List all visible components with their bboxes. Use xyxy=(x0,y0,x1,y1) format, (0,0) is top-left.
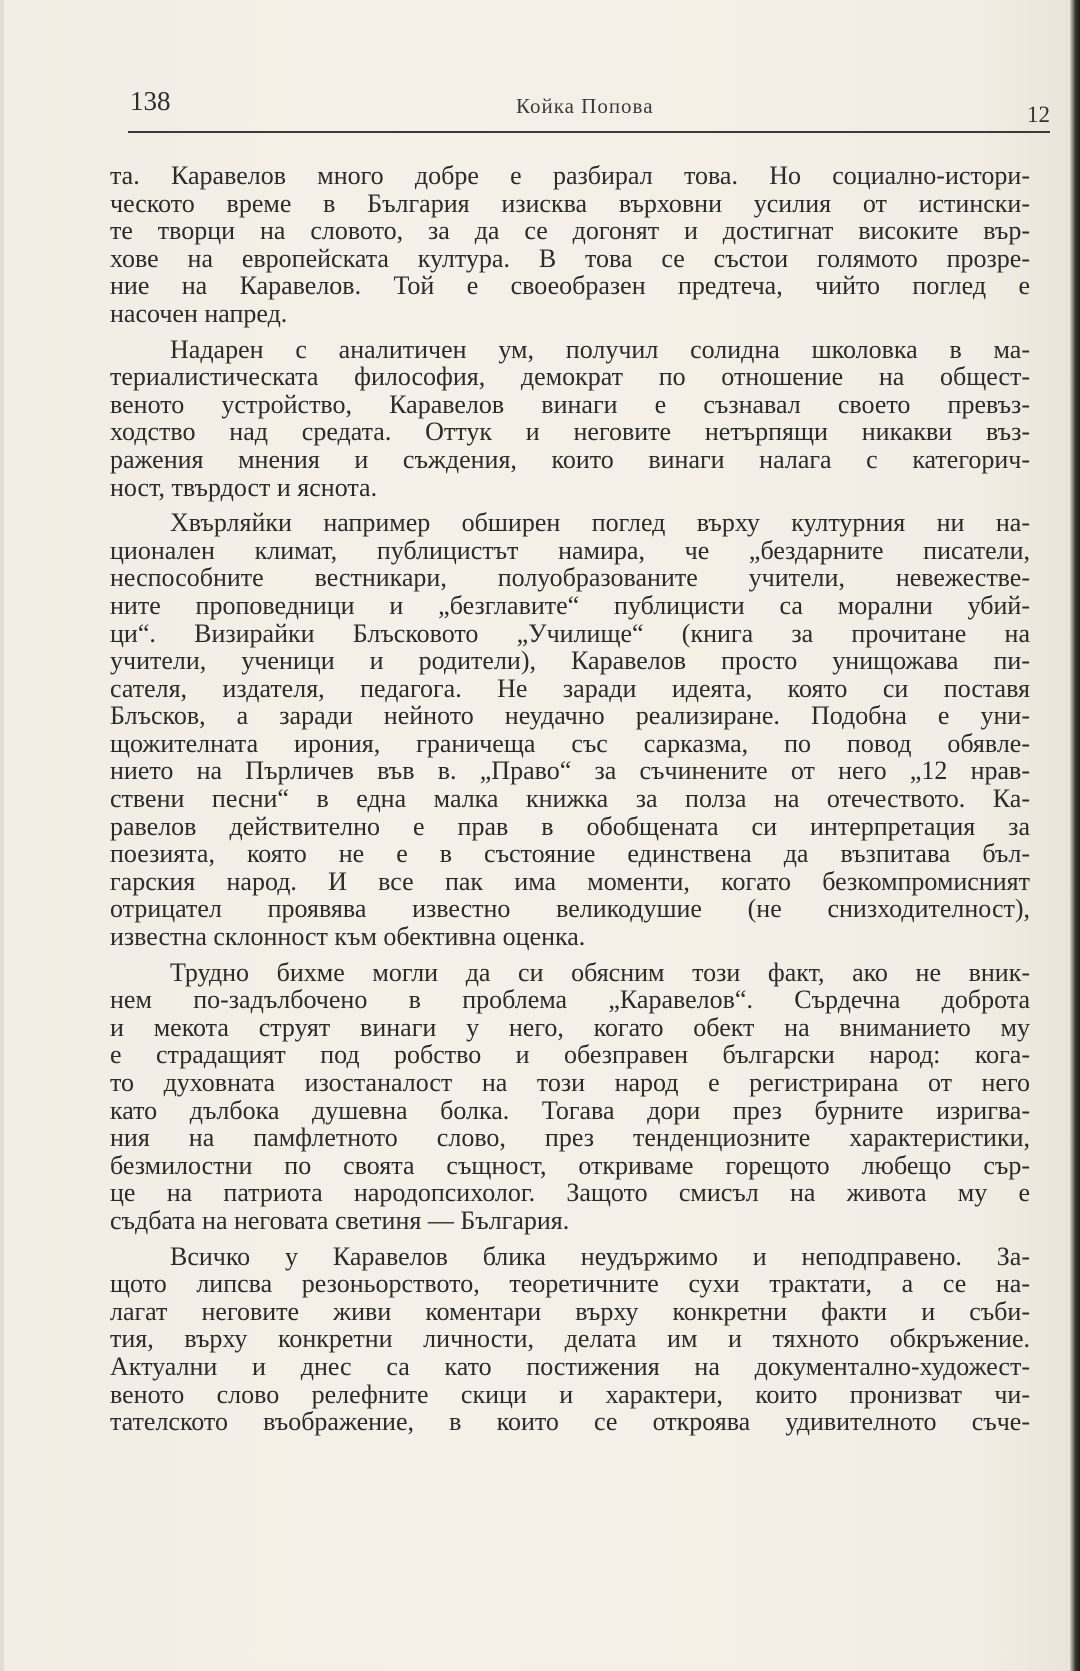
text-line: ческото време в България изисква върховни усилия от истински- xyxy=(110,188,1030,218)
book-spine-shadow xyxy=(1070,0,1080,1671)
text-line: щото липсва резоньорството, теоретичните сухи трактати, а се на- xyxy=(110,1269,1030,1299)
text-line: тия, върху конкретни личности, делата им и тяхното обкръжение. xyxy=(110,1324,1030,1354)
body-text xyxy=(110,162,1030,1444)
text-line: Всичко у Каравелов блика неудържимо и неподправено. За- xyxy=(170,1241,1030,1271)
page-header xyxy=(130,86,1050,126)
text-line: лагат неговите живи коментари върху конкретни факти и съби- xyxy=(110,1296,1030,1326)
header-right-mark: 12 xyxy=(1027,102,1050,127)
text-line: сателя, издателя, педагога. Не заради идеята, която си поставя xyxy=(110,673,1030,703)
page-number: 138 xyxy=(130,86,171,116)
text-line: учители, ученици и родители), Каравелов просто унищожава пи- xyxy=(110,646,1030,676)
text-line: е страдащият под робство и обезправен български народ: кога- xyxy=(110,1040,1030,1070)
text-line: ражения мнения и съждения, които винаги налага с категорич- xyxy=(110,444,1030,474)
text-line: Актуални и днес са като постижения на документално-художест- xyxy=(110,1351,1030,1381)
text-line: гарския народ. И все пак има моменти, когато безкомпромисният xyxy=(110,866,1030,896)
text-line: хове на европейската култура. В това се състои голямото прозре- xyxy=(110,243,1030,273)
paragraph xyxy=(110,336,1030,502)
text-line: Хвърляйки например обширен поглед върху културния ни на- xyxy=(170,508,1030,538)
text-line: неспособните вестникари, полуобразованите учители, невежестве- xyxy=(110,563,1030,593)
text-line: ционален климат, публицистът намира, че „бездарните писатели, xyxy=(110,535,1030,565)
text-line: Блъсков, а заради нейното неудачно реализиране. Подобна е уни- xyxy=(110,701,1030,731)
text-line: то духовната изостаналост на този народ е регистрирана от него xyxy=(110,1068,1030,1097)
page-left-edge xyxy=(0,0,4,1671)
text-line: териалистическата философия, демократ по отношение на общест- xyxy=(110,362,1030,392)
text-line: отрицател проявява известно великодушие (не снизходителност), xyxy=(110,894,1030,924)
text-line: веното устройство, Каравелов винаги е съзнавал своето превъз- xyxy=(110,389,1030,419)
text-line: нието на Пърличев във в. „Право“ за съчинените от него „12 нрав- xyxy=(110,756,1030,786)
text-line: ходство над средата. Оттук и неговите нетърпящи никакви въз- xyxy=(110,417,1030,447)
paragraph xyxy=(110,1243,1030,1436)
text-line: ние на Каравелов. Той е своеобразен предтеча, чийто поглед е xyxy=(110,271,1030,301)
text-line: щожителната ирония, граничеща със сарказма, по повод обявле- xyxy=(110,728,1030,758)
text-line: та. Каравелов много добре е разбирал това. Но социално-истори- xyxy=(110,161,1030,190)
text-line: ните проповедници и „безглавите“ публицисти са морални убий- xyxy=(110,590,1030,620)
text-line: тателското въображение, в които се откроява удивителното съче- xyxy=(110,1407,1030,1437)
text-line: ствени песни“ в една малка книжка за полза на отечеството. Ка- xyxy=(110,784,1030,814)
running-title: Койка Попова xyxy=(516,94,654,118)
text-line: безмилостни по своята същност, откриваме горещото любещо сър- xyxy=(110,1150,1030,1180)
text-line: ци“. Визирайки Блъсковото „Училище“ (книга за прочитане на xyxy=(110,618,1030,648)
text-line: равелов действително е прав в обобщената си интерпретация за xyxy=(110,811,1030,841)
text-line: це на патриота народопсихолог. Защото смисъл на живота му е xyxy=(110,1178,1030,1208)
text-line: те творци на словото, за да се догонят и достигнат високите вър- xyxy=(110,216,1030,246)
text-line: веното слово релефните скици и характери, които пронизват чи- xyxy=(110,1379,1030,1409)
text-line: ния на памфлетното слово, през тенденциозните характеристики, xyxy=(110,1123,1030,1153)
paragraph xyxy=(110,509,1030,951)
text-line: ност, твърдост и яснота. xyxy=(110,472,378,502)
text-line: известна склонност към обективна оценка. xyxy=(110,922,586,952)
text-line: Надарен с аналитичен ум, получил солидна школовка в ма- xyxy=(170,334,1030,364)
text-line: като дълбока душевна болка. Тогава дори през бурните изригва- xyxy=(110,1095,1030,1125)
paragraph xyxy=(110,959,1030,1235)
text-line: поезията, която не е в състояние единствена да възпитава бъл- xyxy=(110,839,1030,869)
text-line: и мекота струят винаги у него, когато обект на вниманието му xyxy=(110,1012,1030,1042)
text-line: Трудно бихме могли да си обясним този факт, ако не вник- xyxy=(170,957,1030,987)
text-line: насочен напред. xyxy=(110,298,288,328)
text-line: нем по-задълбочено в проблема „Каравелов“. Сърдечна доброта xyxy=(110,985,1030,1015)
paragraph xyxy=(110,162,1030,328)
header-rule xyxy=(128,131,1050,133)
text-line: съдбата на неговата светиня — България. xyxy=(110,1205,570,1235)
